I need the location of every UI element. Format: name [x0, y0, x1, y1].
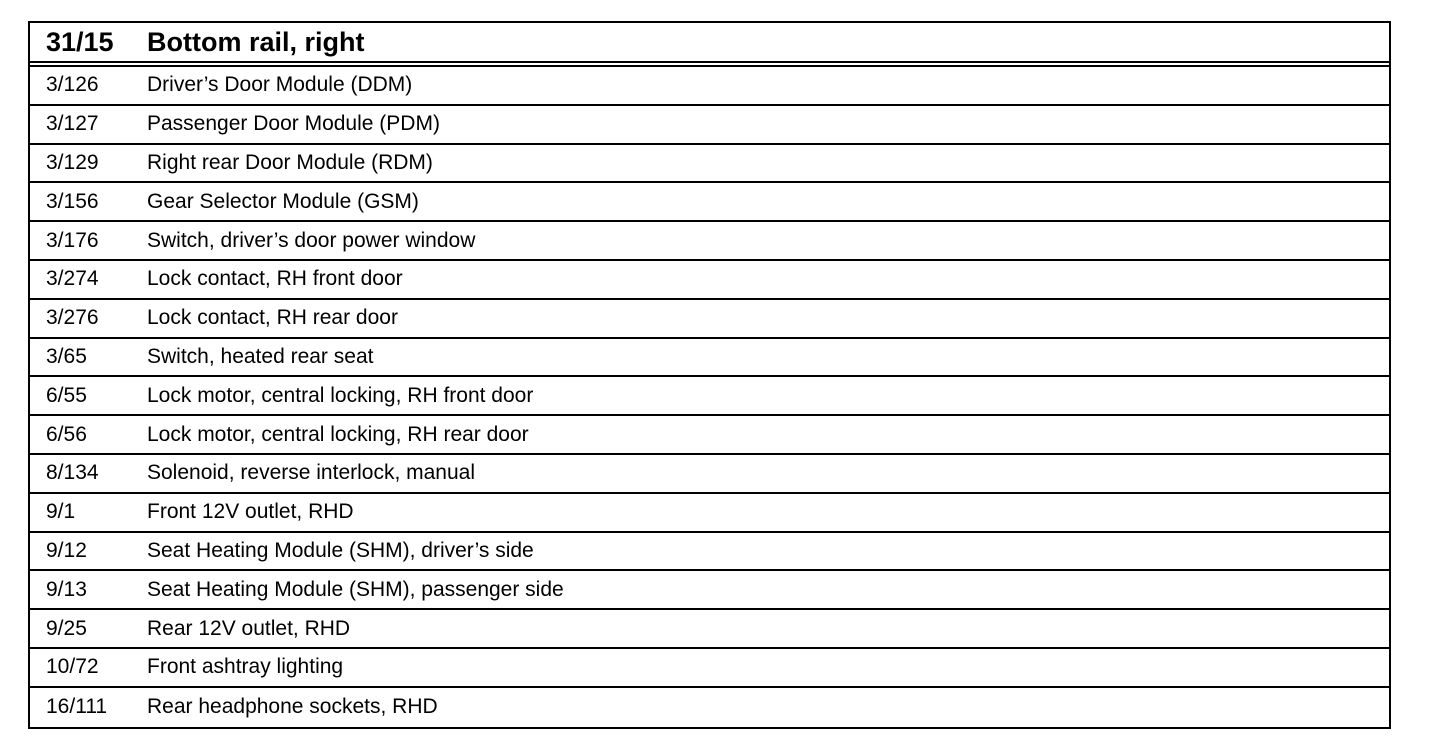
- row-description: Front ashtray lighting: [147, 655, 344, 679]
- row-description: Switch, driver’s door power window: [147, 228, 476, 252]
- table-row: [30, 533, 1389, 572]
- table-row: [30, 610, 1389, 649]
- row-description: Lock contact, RH rear door: [147, 306, 398, 330]
- table-row: [30, 300, 1389, 339]
- table-row: [30, 106, 1389, 145]
- component-table: [28, 21, 1391, 729]
- row-description: Gear Selector Module (GSM): [147, 189, 419, 213]
- row-code: 9/13: [46, 577, 87, 601]
- header-code: 31/15: [46, 26, 114, 57]
- row-code: 3/126: [46, 73, 99, 97]
- header-title: Bottom rail, right: [147, 26, 365, 57]
- row-description: Seat Heating Module (SHM), driver’s side: [147, 538, 534, 562]
- table-row: [30, 377, 1389, 416]
- table-row: [30, 339, 1389, 378]
- row-code: 3/156: [46, 189, 99, 213]
- table-row: [30, 67, 1389, 106]
- row-code: 9/25: [46, 616, 87, 640]
- row-description: Driver’s Door Module (DDM): [147, 73, 413, 97]
- row-code: 3/127: [46, 112, 99, 136]
- row-code: 3/176: [46, 228, 99, 252]
- row-description: Solenoid, reverse interlock, manual: [147, 461, 476, 485]
- row-description: Front 12V outlet, RHD: [147, 500, 354, 524]
- row-code: 3/276: [46, 306, 99, 330]
- row-code: 3/129: [46, 150, 99, 174]
- row-description: Rear headphone sockets, RHD: [147, 695, 438, 719]
- row-code: 9/1: [46, 500, 76, 524]
- row-description: Lock contact, RH front door: [147, 267, 403, 291]
- row-description: Lock motor, central locking, RH front door: [147, 383, 534, 407]
- table-row: [30, 649, 1389, 688]
- table-row: [30, 261, 1389, 300]
- row-description: Switch, heated rear seat: [147, 344, 374, 368]
- table-row: [30, 494, 1389, 533]
- row-code: 3/274: [46, 267, 99, 291]
- table-row: [30, 145, 1389, 184]
- row-code: 16/111: [46, 695, 108, 719]
- table-body: [30, 67, 1389, 727]
- row-description: Seat Heating Module (SHM), passenger side: [147, 577, 564, 601]
- row-code: 6/55: [46, 383, 87, 407]
- table-row: [30, 571, 1389, 610]
- row-code: 9/12: [46, 538, 87, 562]
- table-row: [30, 222, 1389, 261]
- row-code: 8/134: [46, 461, 99, 485]
- row-description: Right rear Door Module (RDM): [147, 150, 433, 174]
- table-row: [30, 416, 1389, 455]
- table-row: [30, 455, 1389, 494]
- table-row: [30, 183, 1389, 222]
- row-code: 10/72: [46, 655, 99, 679]
- row-code: 6/56: [46, 422, 87, 446]
- table-header: [30, 23, 1389, 63]
- row-description: Rear 12V outlet, RHD: [147, 616, 351, 640]
- row-code: 3/65: [46, 344, 87, 368]
- table-row: [30, 688, 1389, 727]
- row-description: Lock motor, central locking, RH rear door: [147, 422, 529, 446]
- row-description: Passenger Door Module (PDM): [147, 112, 440, 136]
